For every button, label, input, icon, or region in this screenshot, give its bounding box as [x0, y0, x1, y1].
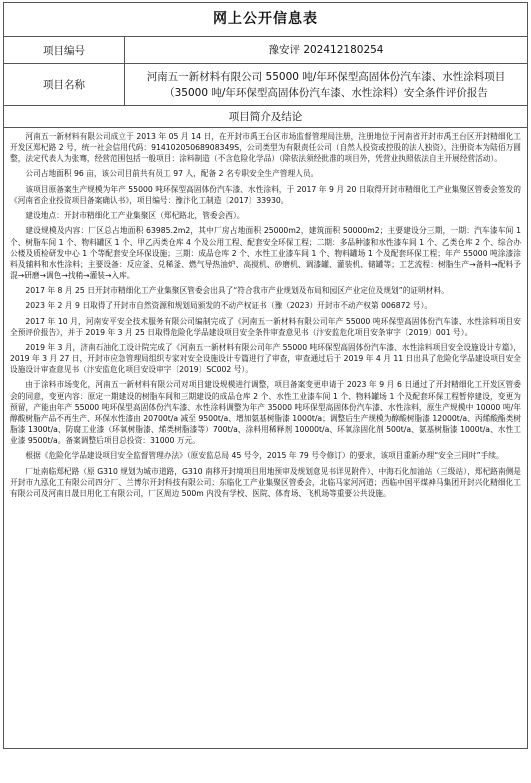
paragraph-surroundings: 厂址南临郑杞路（原 G310 规划为城市道路，G310 南移开封境项目用地预审及规划意见书详见附件）、中海石化加油站（三级站），郑杞路南侧是开封市九泓化工有限公司四分厂、兰博尔开封科技有限公司；东临化工产业集聚区管委会，北临马家河河道；西临中国平煤神马集团开封兴化精细化工有限公司及河南日晟日用化工有限公司，厂区周边 500m 内没有学校、医院、体育场、飞机场等重要公共设施。 [10, 466, 521, 498]
project-name-line1: 河南五一新材料有限公司 55000 吨/年环保型高固体份汽车漆、水性涂料项目 [146, 70, 506, 83]
paragraph-location: 建设地点：开封市精细化工产业集聚区（郑杞路北，管委会西）。 [25, 211, 245, 221]
paragraph-scale: 建设规模及内容：厂区总占地面积 63985.2m2，其中厂房占地面积 25000m2，建筑面积 50000m2；主要建设分三期，一期：汽车漆车间 1 个、树脂车间 1 个、物料罐区 1 个、甲乙丙类仓库 4 个及公用工程、配套安全环保工程；二期：多品种漆和水性漆车间 1 个、乙类仓库 2 个、综合办公楼及质检研发中心 1 个等配套安全环保设施；三期：成品仓库 2 个、水性工业漆车间 1 个、物料罐场 1 个及配套环保工程；年产 55000 吨涂漆涂料及辅料和水性涂料；主要设备：反应釜、兑稀釜、燃气导热油炉、高搅机、砂磨机、调漆罐、灌装机、储罐等；工艺流程：树脂生产→备料→配料予混→研磨→调色→找稍→灌装→入库。 [10, 226, 521, 280]
paragraph-staff: 公司占地面积 96 亩，该公司目前共有员工 97 人，配备 2 名专职安全生产管理人员。 [25, 169, 319, 179]
section-title: 项目简介及结论 [3, 106, 528, 128]
project-name-label: 项目名称 [4, 64, 125, 106]
page-title: 网上公开信息表 [3, 2, 528, 36]
project-name-row [4, 64, 528, 106]
paragraph-record: 该项目原备案生产规模为年产 55000 吨环保型高固体份汽车漆、水性涂料，于 2017 年 9 月 20 日取得开封市精细化工产业集聚区管委会签发的《河南省企业投资项目备案确认书》，项目编号：豫汴化工制造〔2017〕33930。 [10, 184, 521, 205]
paragraph-scale-change: 由于涂料市场变化，河南五一新材料有限公司对项目建设规模进行调整，项目备案变更申请于 2023 年 9 月 6 日通过了开封精细化工开发区管委会的同意，变更内容：原定一期建设的树脂车间和三期建设的成品仓库 2 个、水性工业漆车间 1 个、物料罐场 1 个及配套环保工程暂停建设，变更为预留，产能由年产 55000 吨环保型高固体份汽车漆、水性涂料调整为年产 35000 吨环保型高固体份汽车漆、水性涂料，原生产规模中 10000 吨/年醇酸树脂产品不再生产、环保水性漆由 20700t/a 减至 9500t/a、增加氨基树脂漆 1000t/a；调整后生产规模为醇酸树脂漆 12000t/a、丙烯酸酯类树脂漆 1300t/a、防腐工业漆（环氧树脂漆、烯类树脂漆等）700t/a、涂料用稀释剂 10000t/a、环氧涂固化剂 500t/a、氨基树脂漆 1000t/a、水性工业漆 9500t/a。备案调整后项目总投资：31000 万元。 [10, 380, 521, 445]
project-name-line2: （35000 吨/年环保型高固体份汽车漆、水性涂料）安全条件评价报告 [164, 86, 488, 99]
paragraph-company: 河南五一新材料有限公司成立于 2013 年 05 月 14 日，在开封市禹王台区市场监督管理局注册，注册地位于河南省开封市禹王台区开封精细化工开发区郑杞路 2 号，统一社会信用代码：91410205068908349S，公司类型为有限责任公司（自然人投资或控股的法人独资），注册资本为陆佰万圆整，法定代表人为张骞，经营范围包括一般项目：涂料制造（不含危险化学品）（除依法须经批准的项目外，凭营业执照依法自主开展经营活动）。 [10, 132, 521, 164]
project-number-value: 豫安评 202412180254 [125, 37, 528, 64]
paragraph-planning-proof: 2017 年 8 月 25 日开封市精细化工产业集聚区管委会出具了“符合我市产业规划及布局和园区产业定位及规划”的证明材料。 [25, 286, 449, 296]
project-number-row [4, 37, 528, 64]
paragraph-property-cert: 2023 年 2 月 9 日取得了开封市自然资源和规划局颁发的不动产权证书（豫（2023）开封市不动产权第 006872 号）。 [25, 301, 433, 311]
paragraph-safety-design: 2019 年 3 月，济南石油化工设计院完成了《河南五一新材料有限公司年产 55000 吨环保型高固体份汽车漆、水性涂料项目安全设施设计专篇》，2019 年 3 月 27 日，开封市应急管理局组织专家对安全设施设计专篇进行了审查，审查通过后于 2019 年 4 月 11 日出具了危险化学品建设项目安全设施设计审查意见书（汴安监危化项目安设审字〔2019〕SC002 号）。 [10, 343, 521, 375]
summary-body [3, 128, 528, 749]
project-name-value [125, 64, 528, 106]
paragraph-pre-evaluation: 2017 年 10 月，河南安平安全技术服务有限公司编制完成了《河南五一新材料有限公司年产 55000 吨环保型高固体份汽车漆、水性涂料项目安全预评价报告》，并于 2019 年 3 月 25 日取得危险化学品建设项目安全条件审查意见书（汴安监危化项目安条审字〔2019〕001 号）。 [10, 316, 521, 337]
project-meta-table [3, 36, 528, 106]
project-number-label: 项目编号 [4, 37, 125, 64]
info-table-page [0, 2, 531, 783]
paragraph-regulation: 根据《危险化学品建设项目安全监督管理办法》（原安监总局 45 号令，2015 年 79 号令修订）的要求，该项目重新办理“安全三同时”手续。 [25, 451, 504, 461]
